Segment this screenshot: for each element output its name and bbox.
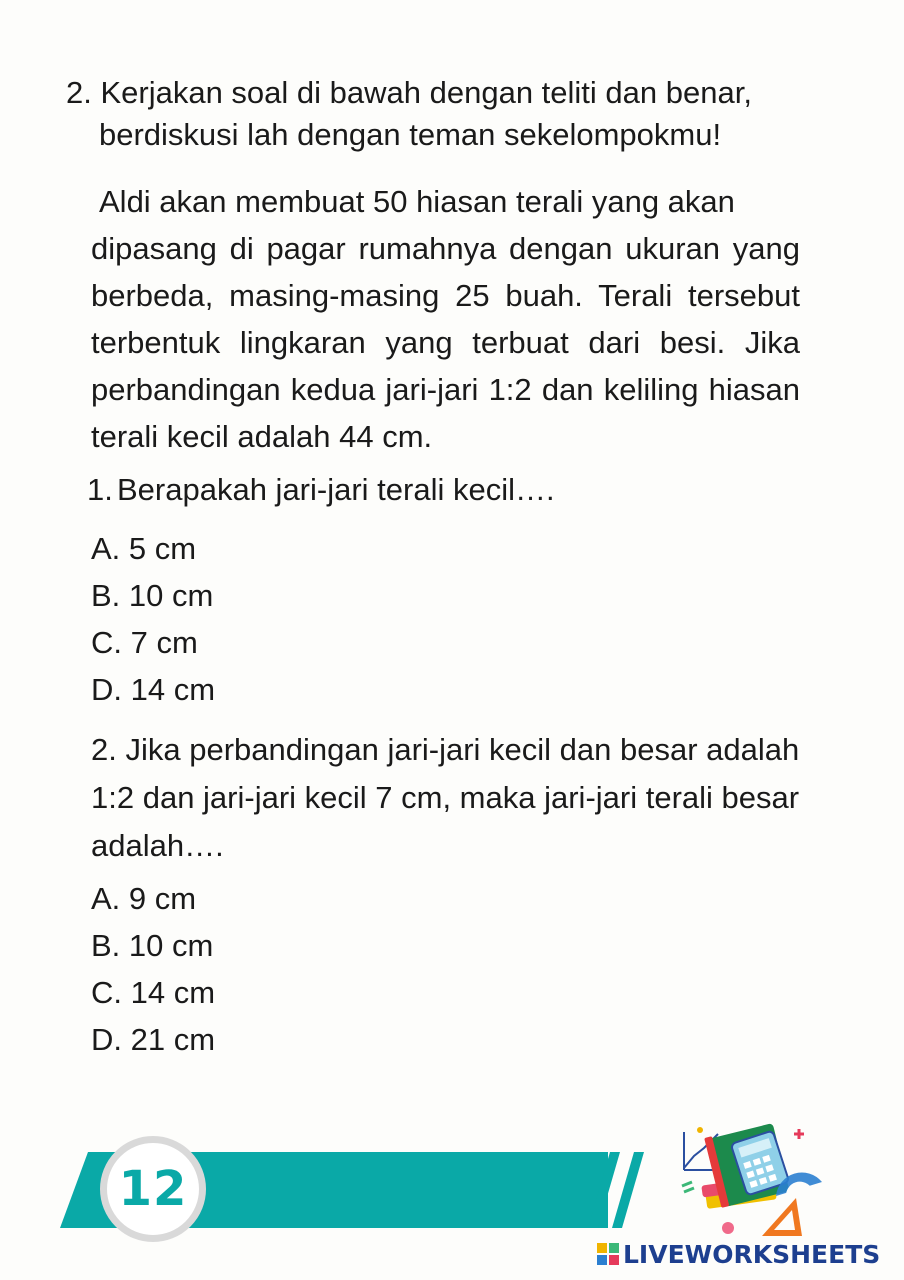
question-1-text: Berapakah jari-jari terali kecil….: [117, 472, 555, 507]
page-number-badge: [100, 1136, 206, 1242]
option-q1-d[interactable]: D. 14 cm: [91, 672, 216, 707]
option-q2-b[interactable]: B. 10 cm: [91, 928, 214, 963]
option-q1-c[interactable]: C. 7 cm: [91, 625, 198, 660]
option-q2-a[interactable]: A. 9 cm: [91, 881, 197, 916]
question-1-number: 1.: [87, 472, 113, 507]
footer-slash: [612, 1152, 644, 1228]
option-q2-d[interactable]: D. 21 cm: [91, 1022, 216, 1057]
option-q2-c[interactable]: C. 14 cm: [91, 975, 216, 1010]
page-number: 12: [118, 1161, 188, 1217]
logo-mark-icon: [597, 1243, 619, 1265]
instruction: [66, 72, 846, 156]
instruction-line-2: berdiskusi lah dengan teman sekelompokmu!: [99, 117, 722, 152]
option-q1-a[interactable]: A. 5 cm: [91, 531, 197, 566]
option-q1-b[interactable]: B. 10 cm: [91, 578, 214, 613]
story-first-line: Aldi akan membuat 50 hiasan terali yang akan: [99, 184, 735, 219]
math-tools-icon: [672, 1118, 832, 1244]
question-1-options: [91, 525, 215, 713]
story-paragraph: [91, 178, 800, 460]
question-2-options: [91, 875, 215, 1063]
question-1: [87, 468, 555, 512]
logo-text: LIVEWORKSHEETS: [623, 1239, 881, 1269]
instruction-line-1: 2. Kerjakan soal di bawah dengan teliti dan benar,: [66, 75, 752, 110]
story-rest: dipasang di pagar rumahnya dengan ukuran yang berbeda, masing-masing 25 buah. Terali tersebut terbentuk lingkaran yang terbuat dari besi. Jika perbandingan kedua jari-jari 1:2 dan keliling hiasan terali kecil adalah 44 cm.: [91, 231, 800, 454]
liveworksheets-logo: [597, 1236, 880, 1272]
question-2-text: 2. Jika perbandingan jari-jari kecil dan besar adalah 1:2 dan jari-jari kecil 7 cm, maka jari-jari terali besar adalah….: [91, 732, 800, 863]
